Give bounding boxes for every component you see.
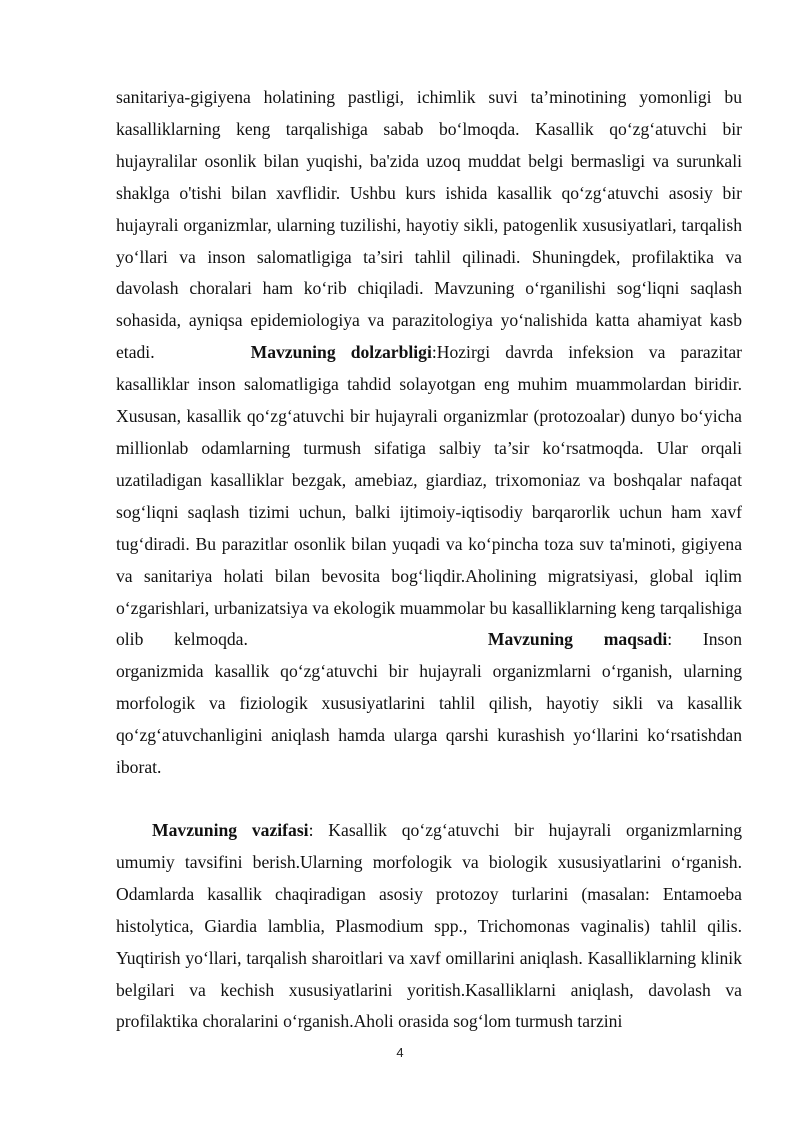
text-block-vazifa: [116, 815, 742, 1038]
page-number: 4: [396, 1045, 404, 1060]
paragraph-intro: [116, 82, 742, 784]
vazifa-text: : Kasallik qo‘zg‘atuvchi bir hujayrali organizmlarning umumiy tavsifini berish.Ularning morfologik va biologik xususiyatlarini o‘rganish. Odamlarda kasallik chaqiradigan asosiy protozoy turlarini (masalan: Entamoeba histolytica, Giardia lamblia, Plasmodium spp., Trichomonas vaginalis) tahlil qilis. Yuqtirish yo‘llari, tarqalish sharoitlari va xavf omillarini aniqlash. Kasalliklarning klinik belgilari va kechish xususiyatlarini yoritish.Kasalliklarni aniqlash, davolash va profilaktika choralarini o‘rganish.Aholi orasida sog‘lom turmush tarzini: [116, 820, 742, 1032]
dolzarblik-text: :Hozirgi davrda infeksion va parazitar kasalliklar inson salomatligiga tahdid solayotgan eng muhim muammolardan biridir. Xususan, kasallik qo‘zg‘atuvchi bir hujayrali organizmlar (protozoalar) dunyo bo‘yicha millionlab odamlarning turmush sifatiga salbiy ta’sir ko‘rsatmoqda. Ular orqali uzatiladigan kasalliklar bezgak, amebiaz, giardiaz, trixomoniaz va boshqalar nafaqat sog‘liqni saqlash tizimi uchun, balki ijtimoiy-iqtisodiy barqarorlik uchun ham xavf tug‘diradi. Bu parazitlar osonlik bilan yuqadi va ko‘pincha toza suv ta'minoti, gigiyena va sanitariya holati bilan bevosita bog‘liqdir.Aholining migratsiyasi, global iqlim o‘zgarishlari, urbanizatsiya va ekologik muammolar bu kasalliklarning keng tarqalishiga olib kelmoqda.: [116, 342, 742, 650]
maqsad-text: : Inson organizmida kasallik qo‘zg‘atuvchi bir hujayrali organizmlarni o‘rganish, ularning morfologik va fiziologik xususiyatlarini tahlil qilish, hayotiy sikli va kasallik qo‘zg‘atuvchanligini aniqlash hamda ularga qarshi kurashish yo‘llarini ko‘rsatishdan iborat.: [116, 629, 742, 778]
vazifa-heading: Mavzuning vazifasi: [152, 820, 309, 840]
paragraph-vazifa: [116, 815, 742, 1038]
intro-text: sanitariya-gigiyena holatining pastligi, ichimlik suvi ta’minotining yomonligi bu kasalliklarning keng tarqalishiga sabab bo‘lmoqda. Kasallik qo‘zg‘atuvchi bir hujayralilar osonlik bilan yuqishi, ba'zida uzoq muddat belgi bermasligi va surunkali shaklga o'tishi bilan xavflidir. Ushbu kurs ishida kasallik qo‘zg‘atuvchi asosiy bir hujayrali organizmlar, ularning tuzilishi, hayotiy sikli, patogenlik xususiyatlari, tarqalish yo‘llari va inson salomatligiga ta’siri tahlil qilinadi. Shuningdek, profilaktika va davolash choralari ham ko‘rib chiqiladi. Mavzuning o‘rganilishi sog‘liqni saqlash sohasida, ayniqsa epidemiologiya va parazitologiya yo‘nalishida katta ahamiyat kasb etadi.: [116, 87, 742, 363]
text-block-main: [116, 82, 742, 784]
dolzarblik-heading: Mavzuning dolzarbligi: [250, 342, 432, 363]
maqsad-heading: Mavzuning maqsadi: [487, 629, 668, 650]
